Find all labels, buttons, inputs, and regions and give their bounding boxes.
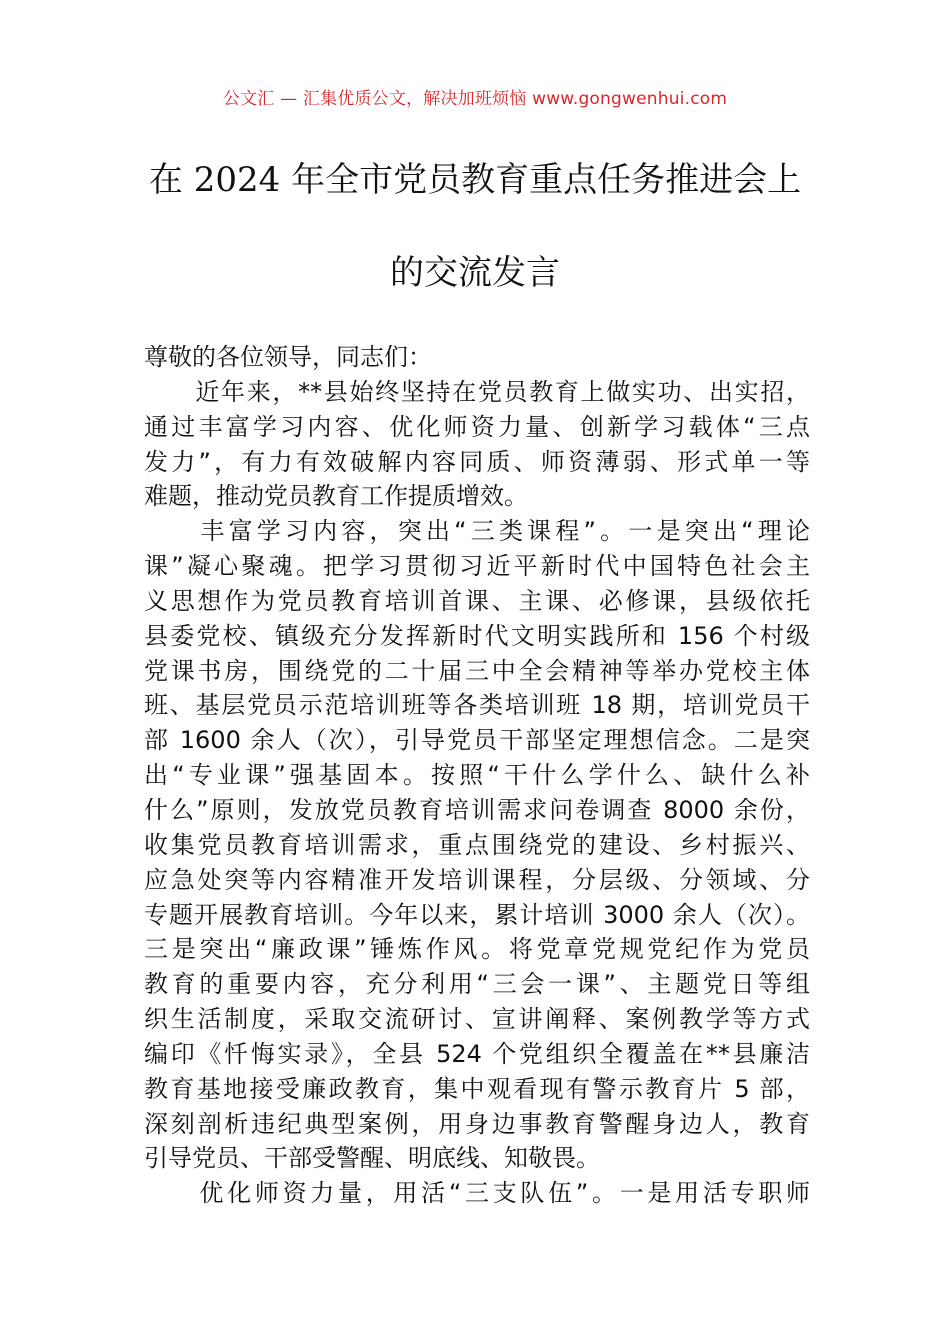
body-line: 课”凝心聚魂。把学习贯彻习近平新时代中国特色社会主 xyxy=(144,552,810,581)
body-line: 教育的重要内容，充分利用“三会一课”、主题党日等组 xyxy=(144,970,810,999)
document-title-line-1: 在 2024 年全市党员教育重点任务推进会上 xyxy=(148,160,802,200)
body-line: 丰富学习内容，突出“三类课程”。一是突出“理论 xyxy=(144,517,810,546)
body-line: 义思想作为党员教育培训首课、主课、必修课，县级依托 xyxy=(144,586,810,615)
salutation-line: 尊敬的各位领导，同志们： xyxy=(144,343,432,371)
body-line: 什么”原则，发放党员教育培训需求问卷调查 8000 余份， xyxy=(144,795,810,824)
body-line: 深刻剖析违纪典型案例，用身边事教育警醒身边人，教育 xyxy=(144,1109,810,1138)
body-line: 班、基层党员示范培训班等各类培训班 18 期，培训党员干 xyxy=(144,691,810,720)
body-line: 织生活制度，采取交流研讨、宣讲阐释、案例教学等方式 xyxy=(144,1005,810,1034)
body-line: 县委党校、镇级充分发挥新时代文明实践所和 156 个村级 xyxy=(144,621,810,650)
body-line: 教育基地接受廉政教育，集中观看现有警示教育片 5 部， xyxy=(144,1074,810,1103)
body-line: 通过丰富学习内容、优化师资力量、创新学习载体“三点 xyxy=(144,412,810,441)
body-line: 专题开展教育培训。今年以来，累计培训 3000 余人（次）。 xyxy=(144,900,810,929)
body-line: 近年来，**县始终坚持在党员教育上做实功、出实招， xyxy=(144,377,810,406)
document-body xyxy=(144,340,810,1211)
document-title-line-2: 的交流发言 xyxy=(390,253,560,293)
body-line: 三是突出“廉政课”锤炼作风。将党章党规党纪作为党员 xyxy=(144,935,810,964)
body-line: 发力”，有力有效破解内容同质、师资薄弱、形式单一等 xyxy=(144,447,810,476)
body-line: 优化师资力量，用活“三支队伍”。一是用活专职师 xyxy=(144,1179,810,1208)
body-line: 收集党员教育培训需求，重点围绕党的建设、乡村振兴、 xyxy=(144,830,810,859)
body-line: 难题，推动党员教育工作提质增效。 xyxy=(144,482,528,511)
body-line: 部 1600 余人（次），引导党员干部坚定理想信念。二是突 xyxy=(144,726,810,755)
header-website-link[interactable]: 公文汇 — 汇集优质公文，解决加班烦恼 www.gongwenhui.com xyxy=(222,89,728,109)
body-line: 出“专业课”强基固本。按照“干什么学什么、缺什么补 xyxy=(144,761,810,790)
body-line: 应急处突等内容精准开发培训课程，分层级、分领域、分 xyxy=(144,865,810,894)
body-line: 党课书房，围绕党的二十届三中全会精神等举办党校主体 xyxy=(144,656,810,685)
body-line: 编印《忏悔实录》，全县 524 个党组织全覆盖在**县廉洁 xyxy=(144,1039,810,1068)
body-line: 引导党员、干部受警醒、明底线、知敬畏。 xyxy=(144,1144,600,1173)
